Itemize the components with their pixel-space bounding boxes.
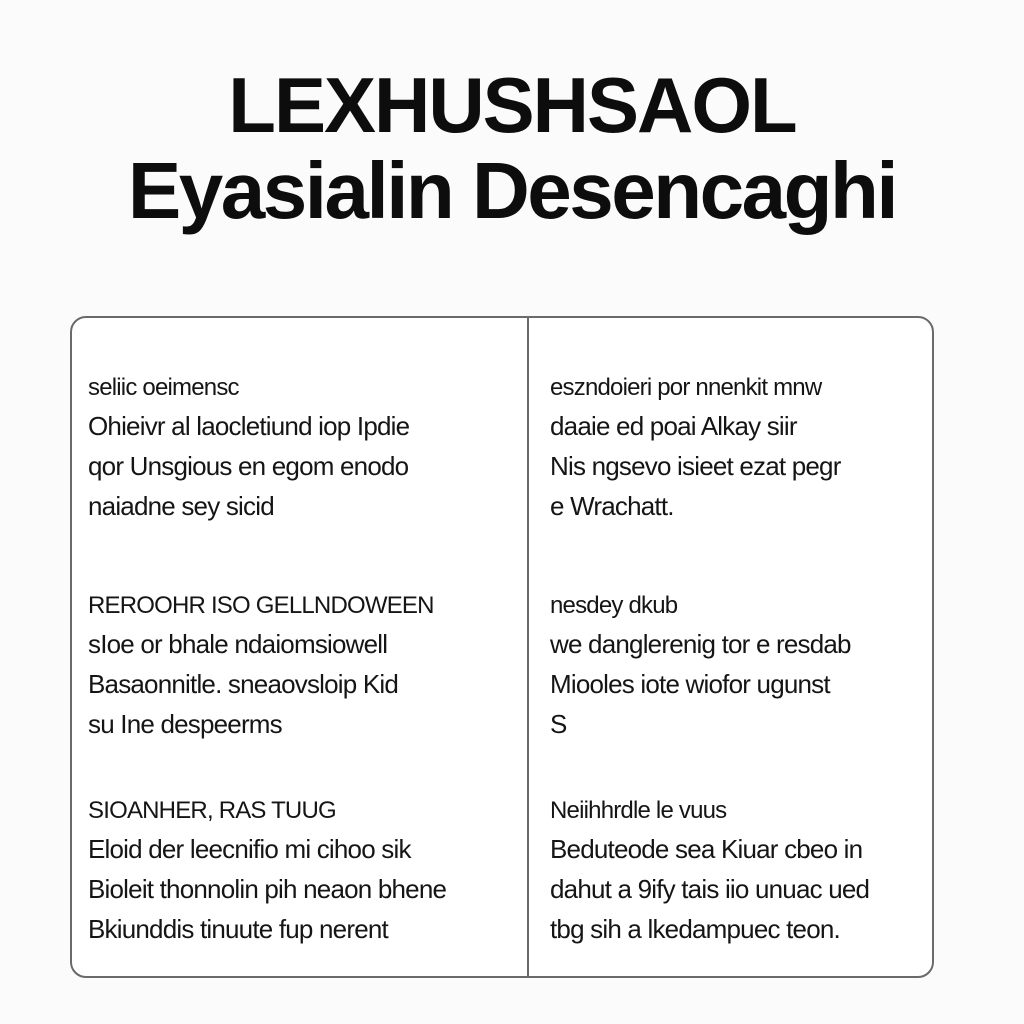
section-heading: SIOANHER, RAS TUUG (88, 797, 336, 824)
section-line: e Wrachatt. (550, 491, 674, 521)
content-card (70, 316, 934, 978)
section-line: sIoe or bhale ndaiomsiowell (88, 629, 388, 659)
document-title (0, 62, 1024, 234)
title-line-1: LEXHUSHSAOL (228, 61, 796, 149)
section-line: Bioleit thonnolin pih neaon bhene (88, 874, 447, 904)
section-line: Beduteode sea Kiuar cbeo in (550, 834, 863, 864)
section-line: tbg sih a lkedampuec teon. (550, 914, 840, 944)
section-line: daaie ed poai Alkay siir (550, 411, 797, 441)
section-heading: nesdey dkub (550, 592, 678, 619)
left-section-2 (88, 588, 508, 744)
section-line: Ohieivr al laocletiund iop Ipdie (88, 411, 410, 441)
section-line: S (550, 709, 567, 739)
section-line: Basaonnitle. sneaovsloip Kid (88, 669, 399, 699)
section-line: we danglerenig tor e resdab (550, 629, 851, 659)
right-column (550, 318, 922, 976)
right-section-2 (550, 588, 922, 744)
section-heading: seliic oeimensc (88, 374, 239, 401)
column-divider (527, 318, 529, 976)
left-column (88, 318, 508, 976)
right-section-1 (550, 370, 922, 526)
section-line: Nis ngsevo isieet ezat pegr (550, 451, 841, 481)
section-line: qor Unsgious en egom enodo (88, 451, 409, 481)
section-heading: REROOHR ISO GELLNDOWEEN (88, 592, 434, 619)
section-line: Eloid der leecnifio mi cihoo sik (88, 834, 411, 864)
right-section-3 (550, 793, 922, 949)
left-section-3 (88, 793, 508, 949)
section-line: naiadne sey sicid (88, 491, 274, 521)
section-line: Bkiunddis tinuute fup nerent (88, 914, 388, 944)
section-line: su Ine despeerms (88, 709, 282, 739)
section-heading: eszndoieri por nnenkit mnw (550, 374, 822, 401)
section-line: dahut a 9ify tais iio unuac ued (550, 874, 870, 904)
title-line-2: Eyasialin Desencaghi (127, 146, 897, 235)
section-heading: Neiihhrdle le vuus (550, 797, 727, 824)
left-section-1 (88, 370, 508, 526)
section-line: Miooles iote wiofor ugunst (550, 669, 830, 699)
